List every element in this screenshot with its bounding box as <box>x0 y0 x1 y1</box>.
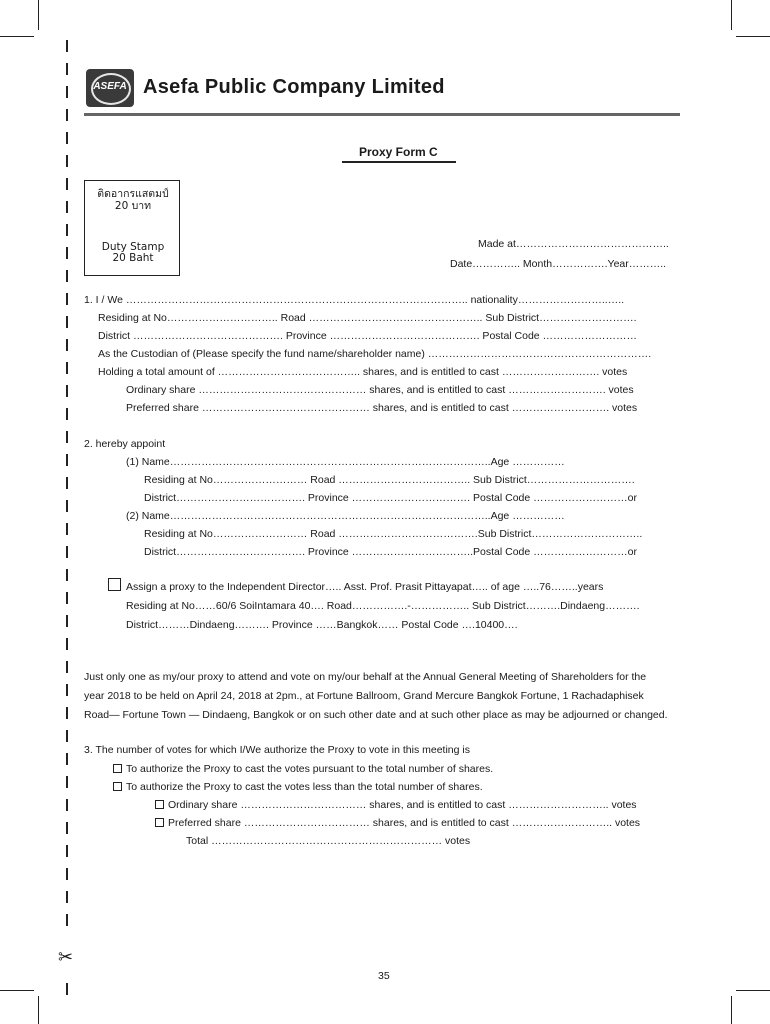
option1-checkbox[interactable] <box>113 764 122 773</box>
cut-line-dash <box>66 155 68 167</box>
cut-line-dash <box>66 868 68 880</box>
cut-line-dash <box>66 224 68 236</box>
crop-mark <box>38 996 39 1024</box>
crop-mark <box>38 0 39 30</box>
cut-line-dash <box>66 362 68 374</box>
duty-stamp-box <box>84 180 180 276</box>
cut-line-dash <box>66 201 68 213</box>
page-number: 35 <box>378 970 390 982</box>
option2-checkbox[interactable] <box>113 782 122 791</box>
director-line1: Assign a proxy to the Independent Director….. Asst. Prof. Prasit Pittayapat….. of age …..76……..years <box>126 581 604 593</box>
logo-text: ASEFA <box>93 81 127 92</box>
option1-label: To authorize the Proxy to cast the votes pursuant to the total number of shares. <box>126 763 494 775</box>
form-title: Proxy Form C <box>359 145 438 159</box>
date-field[interactable]: Date………….. Month…………….Year……….. <box>450 258 667 270</box>
cut-line-dash <box>66 293 68 305</box>
s2-heading: 2. hereby appoint <box>84 438 166 450</box>
preferred-checkbox[interactable] <box>155 818 164 827</box>
cut-line-dash <box>66 592 68 604</box>
s1-holding-line[interactable]: Holding a total amount of ………………………………….. shares, and is entitled to cast ………………………. votes <box>98 366 628 378</box>
s3-ordinary-line[interactable]: Ordinary share ……………………………… shares, and is entitled to cast ……………………….. votes <box>168 799 637 811</box>
cut-line-dash <box>66 822 68 834</box>
cut-line-dash <box>66 408 68 420</box>
cut-line-dash <box>66 431 68 443</box>
cut-line-dash <box>66 86 68 98</box>
s3-preferred-line[interactable]: Preferred share ……………………………… shares, and is entitled to cast ……………………….. votes <box>168 817 641 829</box>
s1-custodian-line[interactable]: As the Custodian of (Please specify the fund name/shareholder name) ………………………………………………………. <box>98 348 652 360</box>
cut-line-dash <box>66 845 68 857</box>
ordinary-checkbox[interactable] <box>155 800 164 809</box>
cut-line-dash <box>66 776 68 788</box>
cut-line-dash <box>66 707 68 719</box>
cut-line-dash <box>66 270 68 282</box>
cut-line-dash <box>66 638 68 650</box>
paragraph-line1: Just only one as my/our proxy to attend and vote on my/our behalf at the Annual General Meeting of Shareholders for the <box>84 671 647 683</box>
cut-line-dash <box>66 914 68 926</box>
proxy1-district-line[interactable]: District………………………………. Province ……………………………. Postal Code ………………………or <box>144 492 637 504</box>
director-line2: Residing at No……60/6 SoiIntamara 40…. Road…………….-…………….. Sub District……….Dindaeng………. <box>126 600 640 612</box>
s1-district-line[interactable]: District ……………………………………. Province ……………………………………. Postal Code ……………………… <box>98 330 638 342</box>
cut-line-dash <box>66 661 68 673</box>
header-rule <box>84 113 680 116</box>
s1-name-line[interactable]: 1. I / We …………………………………………………………………………………….. nationality……………………..….. <box>84 294 625 306</box>
director-checkbox[interactable] <box>108 578 121 591</box>
crop-mark <box>736 990 770 991</box>
paragraph-line2: year 2018 to be held on April 24, 2018 at 2pm., at Fortune Ballroom, Grand Mercure Bangkok Fortune, 1 Rachadaphisek <box>84 690 644 702</box>
s1-address-line[interactable]: Residing at No………………………….. Road ………………………………………….. Sub District………………………. <box>98 312 637 324</box>
option2-label: To authorize the Proxy to cast the votes less than the total number of shares. <box>126 781 483 793</box>
proxy2-address-line[interactable]: Residing at No……………………… Road ………………………………….Sub District………………………….. <box>144 528 643 540</box>
proxy1-address-line[interactable]: Residing at No……………………… Road ……………………………….. Sub District…………………………. <box>144 474 635 486</box>
cut-line-dash <box>66 385 68 397</box>
stamp-en-line1: Duty Stamp <box>101 241 165 253</box>
s1-ordinary-line[interactable]: Ordinary share ………………………………………… shares, and is entitled to cast ………………………. votes <box>126 384 634 396</box>
crop-mark <box>0 36 34 37</box>
cut-line-dash <box>66 730 68 742</box>
director-line3: District………Dindaeng………. Province ……Bangkok…… Postal Code ….10400…. <box>126 619 518 631</box>
cut-line-dash <box>66 339 68 351</box>
cut-line-dash <box>66 615 68 627</box>
cut-line-dash <box>66 891 68 903</box>
made-at-field[interactable]: Made at…………………………………….. <box>478 238 669 250</box>
stamp-thai-line2: 20 บาท <box>114 200 152 212</box>
crop-mark <box>731 0 732 30</box>
cut-line-dash <box>66 477 68 489</box>
stamp-thai-line1: ติดอากรแสตมป์ <box>97 188 169 200</box>
cut-line-dash <box>66 63 68 75</box>
s3-total-line[interactable]: Total ………………………………………………………… votes <box>186 835 471 847</box>
cut-line-dash <box>66 684 68 696</box>
proxy2-district-line[interactable]: District………………………………. Province ……………………………..Postal Code ………………………or <box>144 546 637 558</box>
cut-line-dash <box>66 546 68 558</box>
crop-mark <box>736 36 770 37</box>
cut-line-dash <box>66 178 68 190</box>
company-logo <box>86 69 134 107</box>
cut-line-dash <box>66 454 68 466</box>
crop-mark <box>731 996 732 1024</box>
company-name: Asefa Public Company Limited <box>143 76 445 98</box>
cut-line-dash <box>66 247 68 259</box>
s3-heading: 3. The number of votes for which I/We authorize the Proxy to vote in this meeting is <box>84 744 470 756</box>
cut-line-dash <box>66 569 68 581</box>
crop-mark <box>0 990 34 991</box>
cut-line-dash <box>66 132 68 144</box>
proxy1-name-line[interactable]: (1) Name………………………………………………………………………………..Age …………… <box>126 456 565 468</box>
cut-line-dash <box>66 316 68 328</box>
cut-line-dash <box>66 109 68 121</box>
cut-line-dash <box>66 500 68 512</box>
paragraph-line3: Road— Fortune Town — Dindaeng, Bangkok or on such other date and at such other place as may be adjourned or changed. <box>84 709 668 721</box>
stamp-en-line2: 20 Baht <box>112 252 154 264</box>
cut-line-dash <box>66 799 68 811</box>
scissors-icon: ✂ <box>58 947 74 968</box>
cut-line-dash <box>66 523 68 535</box>
cut-line-dash <box>66 40 68 52</box>
cut-line-dash <box>66 753 68 765</box>
title-underline <box>342 161 456 163</box>
proxy2-name-line[interactable]: (2) Name………………………………………………………………………………..Age …………… <box>126 510 565 522</box>
s1-preferred-line[interactable]: Preferred share ………………………………………… shares, and is entitled to cast ………………………. votes <box>126 402 638 414</box>
cut-line-dash <box>66 983 68 995</box>
